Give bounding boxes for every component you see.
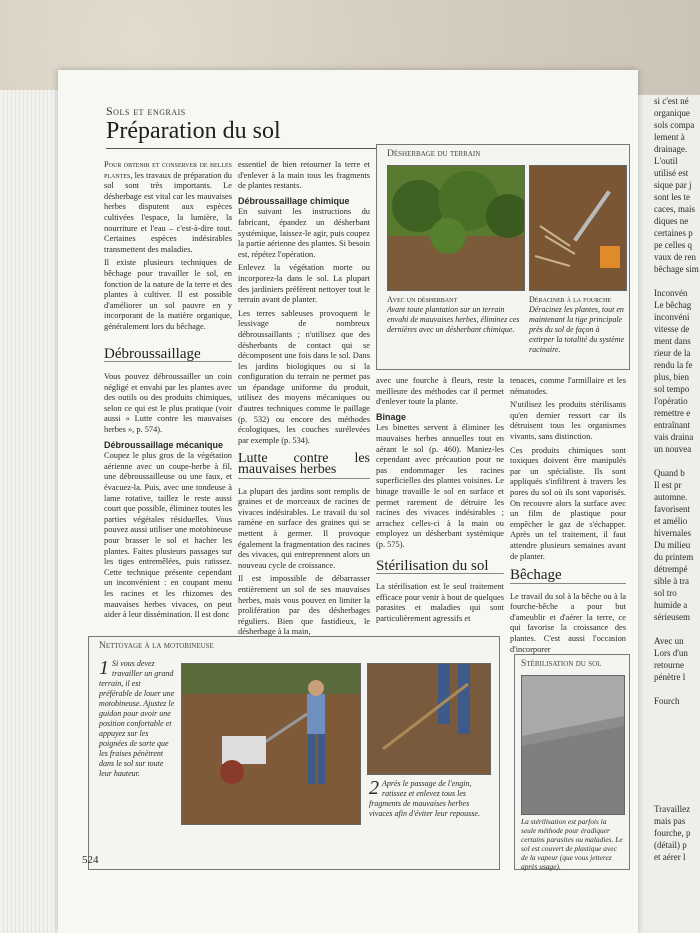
right-page-line	[630, 455, 700, 467]
column-2	[238, 160, 370, 641]
right-page-line: bêchage sim	[654, 264, 699, 274]
sterilisation-paragraph: La stérilisation est le seul traitement efficace pour venir à bout de quelques parasites et maladies qui sont particulièrement agressifs et	[376, 582, 504, 623]
right-page-line: retourne	[654, 660, 684, 670]
right-page-line	[630, 779, 700, 791]
right-page-line: sol tempo	[654, 384, 690, 394]
mecanique-paragraph: Coupez le plus gros de la végétation aérienne avec un coupe-herbe à fil, une débroussailleuse ou une faux, et évacuez-la. Puis, avec une tondeuse à lame rotative, taillez le reste aussi court que possible, éliminez toutes les parties végétales résiduelles. Vous pouvez aussi utiliser une motobineuse pour brasser le sol et hacher les plantes. Faites plusieurs passages sur les tiges entremêlées, puis ratissez. Cette technique présente cependant un inconvénient : en coupant menu les racines et les rhizomes des mauvaises herbes vivaces, on peut aider à leur dissémination. Il est donc	[104, 451, 232, 620]
right-page-line	[630, 767, 700, 779]
right-page-line: Lors d'un	[654, 648, 688, 658]
right-page-line: humide a	[654, 600, 688, 610]
tiller-photo-image	[182, 664, 360, 824]
caption-herbicide-title: Avec un désherbant	[387, 295, 458, 304]
right-page-line: fourche, p	[654, 828, 691, 838]
sterilisation-photo	[521, 675, 625, 815]
step-1-number: 1	[99, 657, 109, 679]
right-page-line: sérieusem	[654, 612, 690, 622]
right-page-line: hivernales	[654, 528, 691, 538]
sterilisation-photo-image	[522, 676, 624, 814]
chimique-paragraph: En suivant les instructions du fabricant, épandez un désherbant systémique, laissez-le agir, puis coupez la partie aérienne des plantes. Si besoin est, répétez l'opération.	[238, 207, 370, 259]
heading-debroussaillage: Débroussaillage	[104, 349, 232, 363]
heading-bechage: Bêchage	[510, 570, 626, 584]
right-page-line	[630, 623, 700, 635]
tiller-photo	[181, 663, 361, 825]
section-label: Sols et engrais	[106, 104, 186, 118]
heading-lutte: Lutte contre les mauvaises herbes	[238, 451, 370, 478]
fork-photo-image	[530, 166, 626, 290]
caption-fork-title: Déraciner à la fourche	[529, 295, 612, 304]
col3-paragraph-0: avec une fourche à fleurs, reste la meilleure des méthodes car il permet d'enlever toute la plante.	[376, 376, 504, 407]
raking-photo-image	[368, 664, 490, 774]
lutte-paragraph-2: Il est impossible de débarrasser entièrement un sol de ses mauvaises herbes, mais vous pouvez en limiter la prolifération par des désherbages réguliers. Bien que fastidieux, le désherbage à la main,	[238, 574, 370, 637]
right-page-line: plus, bien	[654, 372, 689, 382]
right-page-line: Travaillez	[654, 804, 691, 814]
right-page-line: favorisent	[654, 504, 690, 514]
binage-paragraph: Les binettes servent à éliminer les mauvaises herbes annuelles tout en aérant le sol (p. 460). Maniez-les cependant avec précaution pour ne pas endommager les racines superficielles des plantes voisines. Le binage travaille le sol en surface et permet rarement de détruire les racines des vivaces indésirables ; arrachez celles-ci à la main ou employez un désherbant systémique (p. 575).	[376, 423, 504, 549]
right-page-line: sique par j	[654, 180, 692, 190]
caption-herbicide: Avec un désherbant Avant toute plantation sur un terrain envahi de mauvaises herbes, éliminez ces dernières avec un désherbant chimique.	[387, 295, 523, 335]
step-1	[99, 659, 175, 779]
right-page-line: et amélio	[654, 516, 688, 526]
right-page-line: sible à tra	[654, 576, 689, 586]
right-page-line: un nouvea	[654, 444, 692, 454]
subheading-binage: Binage	[376, 411, 407, 422]
right-page-line: Il est pr	[654, 480, 682, 490]
right-page-line: ment dans	[654, 336, 691, 346]
bechage-paragraph: Le travail du sol à la bêche ou à la fourche-bêche a pour but d'ameublir et d'aérer la terre, ce qui favorise la croissance des plantes. C'est aussi l'occasion d'incorporer	[510, 591, 626, 654]
right-page-line: remettre e	[654, 408, 691, 418]
right-page-line: détrempé	[654, 564, 688, 574]
right-page-line: vitesse de	[654, 324, 690, 334]
sterilisation-caption: La stérilisation est parfois la seule méthode pour éradiquer certains parasites ou maladies. Le sol est couvert de plastique avec de la vapeur (que vous jetterez après usage).	[521, 817, 623, 871]
right-page-line	[630, 791, 700, 803]
col4-paragraph-2: Ces produits chimiques sont toxiques doivent être manipulés par un spécialiste. Ils sont appliqués s'infiltrent à travers les pores du sol où ils sont vaporisés. On recouvre alors la surface avec un film de plastique pour empêcher le gaz de s'échapper. Après un tel traitement, il faut attendre plusieurs semaines avant de planter.	[510, 445, 626, 561]
right-page-line: sol tro	[654, 588, 677, 598]
right-page-line: (détail) p	[654, 840, 687, 850]
right-page-line: diques ne	[654, 216, 689, 226]
right-page-line	[630, 275, 700, 287]
desherbage-box	[376, 144, 630, 370]
motobineuse-box-title: Nettoyage à la motobineuse	[99, 641, 214, 651]
col4-paragraph-1: N'utilisez les produits stérilisants qu'en dernier ressort car ils détruisent tous les organismes vivants, sans distinction.	[510, 400, 626, 441]
right-page-line: vais draina	[654, 432, 694, 442]
caption-fork: Déraciner à la fourche Déracinez les plantes, tout en maintenant la tige principale près du sol de façon à extirper la totalité du système racinaire.	[529, 295, 625, 354]
right-page-line: sont les te	[654, 192, 690, 202]
step-2	[369, 779, 491, 819]
step-2-number: 2	[369, 777, 379, 799]
chimique-paragraph-2: Enlevez la végétation morte ou incorporez-la dans le sol. La plupart des jardiniers préfèrent nettoyer tout le terrain avant de planter.	[238, 263, 370, 305]
chimique-paragraph-3: Les terres sableuses provoquent le lessivage de nombreux débroussaillants ; n'utilisez que des désherbants de contact qui se décomposent une fois dans le sol. Dans les jardins biologiques ou si la configuration du terrain ne permet pas un épandage uniforme du produit, utilisez des moyens mécaniques ou d'autres techniques comme le paillage (p. 532) ou encore des méthodes écologiques, les couches surélevées par exemple (p. 534).	[238, 308, 370, 445]
right-page-line: organique	[654, 108, 690, 118]
right-page-line	[630, 683, 700, 695]
right-page-line: automne.	[654, 492, 688, 502]
right-page-line: Inconvén	[654, 288, 688, 298]
sterilisation-box-title: Stérilisation du sol	[521, 659, 602, 669]
motobineuse-box	[88, 636, 500, 870]
page-title: Préparation du sol	[106, 118, 281, 144]
page-number: 524	[82, 854, 99, 866]
right-page-line: l'opératio	[654, 396, 688, 406]
right-page-line: L'outil	[654, 156, 678, 166]
intro-paragraph: Pour obtenir et conserver de belles plantes, les travaux de préparation du sol sont très importants. Le désherbage est vital car les mauvaises herbes disputent aux espèces cultivées l'espace, la lumière, la nourriture et l'eau – c'est-à-dire tout. Certaines espèces indésirables transmettent des maladies.	[104, 160, 232, 254]
raking-photo	[367, 663, 491, 775]
intro-lead: Pour obtenir et conserver de belles plantes,	[104, 160, 232, 180]
right-page-line	[630, 731, 700, 743]
step-2-text: Après le passage de l'engin, ratissez et enlevez tous les fragments de mauvaises herbes vivaces afin d'éviter leur repousse.	[369, 779, 480, 818]
right-page	[630, 95, 700, 933]
right-page-line: rendu la fe	[654, 360, 693, 370]
subheading-mecanique: Débroussaillage mécanique	[104, 439, 224, 450]
right-page-line: si c'est né	[654, 96, 689, 106]
right-page-line: du printem	[654, 552, 694, 562]
heading-sterilisation: Stérilisation du sol	[376, 561, 504, 575]
right-page-line	[630, 743, 700, 755]
right-page-line: pe celles q	[654, 240, 692, 250]
right-page-line	[630, 755, 700, 767]
right-page-line: rieur de la	[654, 348, 691, 358]
col4-paragraph-0: tenaces, comme l'armillaire et les nématodes.	[510, 376, 626, 396]
right-page-line: utilisé est	[654, 168, 689, 178]
right-page-line: vaux de ren	[654, 252, 696, 262]
right-page-line: entraînant	[654, 420, 690, 430]
right-page-line: mais pas	[654, 816, 686, 826]
right-page-line: sols compa	[654, 120, 695, 130]
desherbage-box-title: Désherbage du terrain	[387, 149, 481, 159]
intro-paragraph-2: Il existe plusieurs techniques de bêchage pour travailler le sol, en fonction de la nature de la terre et des plantes à cultiver. Il est possible d'améliorer un sol pauvre en y incorporant de la matière organique, généralement lors du bêchage.	[104, 258, 232, 331]
fork-photo	[529, 165, 627, 291]
col2-paragraph-0: essentiel de bien retourner la terre et d'enlever à la main tous les fragments de plantes restants.	[238, 160, 370, 191]
herbicide-photo-image	[388, 166, 524, 290]
debroussaillage-paragraph: Vous pouvez débroussailler un coin négligé et envahi par les plantes avec des outils ou des produits chimiques, selon ce qui est le plus pratique (voir aussi « Lutte contre les mauvaises herbes », p. 574).	[104, 372, 232, 435]
lutte-paragraph: La plupart des jardins sont remplis de graines et de morceaux de racines de vivaces indésirables. Le travail du sol ramène en surface des graines qui se mettent à germer. Il provoque également la fragmentation des racines des vivaces, qui entreprennent alors un nouveau cycle de croissance.	[238, 486, 370, 570]
right-page-line: lement à	[654, 132, 685, 142]
step-1-text: Si vous devez travailler un grand terrain, il est préférable de louer une motobineuse. Ajustez le guidon pour avoir une position confortable et appuyez sur les poignées de sorte que les fraises pénètrent dans le sol sur toute leur hauteur.	[99, 659, 175, 778]
right-page-line: pénètre l	[654, 672, 686, 682]
right-page-line: certaines p	[654, 228, 693, 238]
herbicide-photo	[387, 165, 525, 291]
right-page-line: Du milieu	[654, 540, 691, 550]
right-page-line: et aérer l	[654, 852, 686, 862]
right-page-line: Le bêchag	[654, 300, 692, 310]
right-page-line	[630, 719, 700, 731]
sterilisation-box	[514, 654, 630, 870]
subheading-chimique: Débroussaillage chimique	[238, 195, 350, 206]
right-page-line: drainage.	[654, 144, 688, 154]
right-page-line: Quand b	[654, 468, 685, 478]
column-1	[104, 160, 232, 624]
left-page	[58, 70, 638, 933]
right-page-line: Fourch	[654, 696, 680, 706]
column-4	[510, 376, 626, 658]
column-3	[376, 376, 504, 627]
right-page-line: caces, mais	[654, 204, 695, 214]
right-page-line: Avec un	[654, 636, 684, 646]
right-page-line: inconvéni	[654, 312, 690, 322]
right-page-line	[630, 707, 700, 719]
